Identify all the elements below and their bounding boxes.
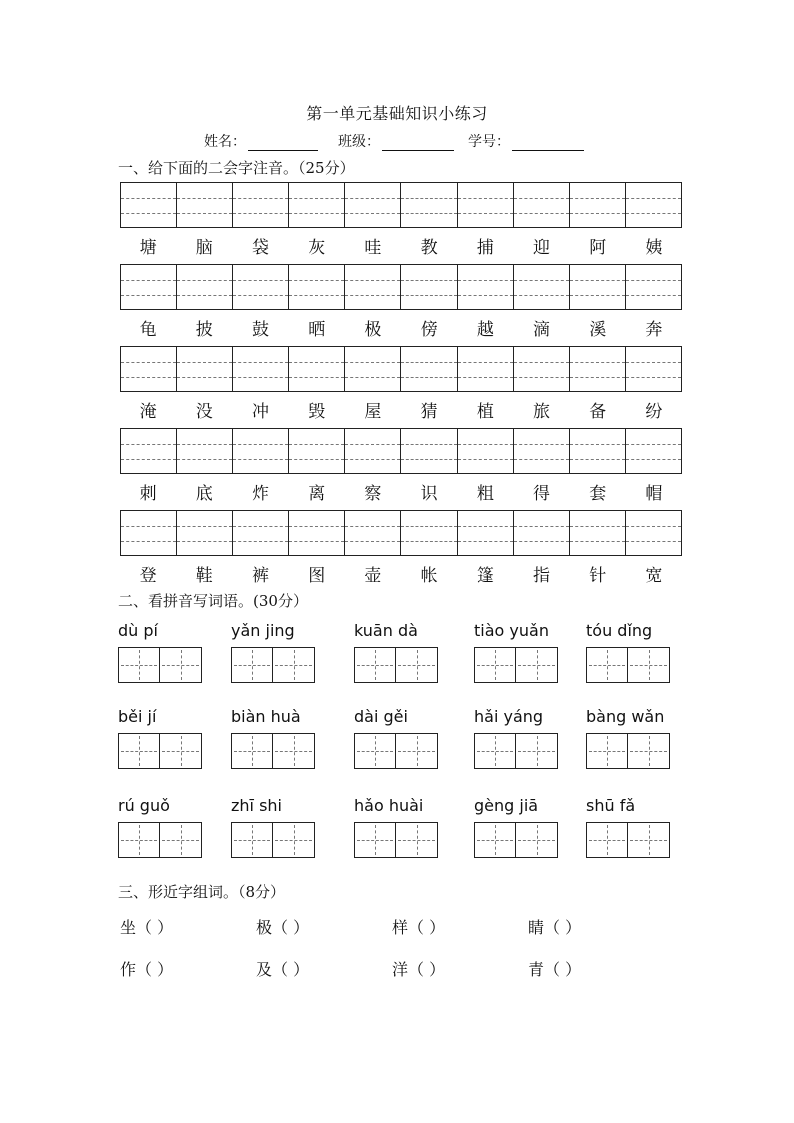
similar-char-item[interactable]: 及（ ） — [256, 960, 310, 979]
pinyin-cell[interactable] — [514, 183, 570, 227]
number-label: 学号： — [468, 134, 510, 150]
character: 塘 — [139, 238, 157, 258]
pinyin-cell[interactable] — [626, 429, 681, 473]
pinyin-word-group — [231, 621, 315, 683]
class-label: 班级： — [338, 134, 380, 150]
similar-char-item[interactable]: 作（ ） — [120, 960, 174, 979]
character: 极 — [364, 320, 382, 340]
pinyin-word-group — [118, 707, 202, 769]
character: 察 — [364, 484, 382, 504]
similar-char-item[interactable]: 洋（ ） — [392, 960, 446, 979]
writing-box[interactable] — [231, 733, 273, 769]
pinyin-label: bàng wǎn — [586, 707, 665, 726]
class-blank[interactable] — [382, 137, 454, 151]
character: 裤 — [252, 566, 269, 586]
pinyin-word-group — [474, 796, 558, 858]
character: 毁 — [308, 402, 326, 422]
pinyin-cell[interactable] — [233, 183, 289, 227]
writing-box[interactable] — [516, 733, 558, 769]
pinyin-label: hǎi yáng — [474, 707, 544, 726]
pinyin-cell[interactable] — [233, 347, 289, 391]
pinyin-grid — [120, 182, 682, 228]
writing-boxes — [231, 647, 315, 683]
character: 淹 — [139, 402, 157, 422]
section2-heading: 二、看拼音写词语。(30分） — [118, 592, 308, 610]
similar-char-item[interactable]: 极（ ） — [256, 918, 310, 937]
writing-boxes — [586, 733, 670, 769]
pinyin-label: biàn huà — [231, 707, 301, 726]
pinyin-cell[interactable] — [570, 265, 626, 309]
character: 指 — [533, 566, 551, 586]
writing-box[interactable] — [474, 647, 516, 683]
pinyin-label: dài gěi — [354, 707, 408, 726]
similar-char-row — [120, 915, 664, 938]
pinyin-cell[interactable] — [121, 183, 177, 227]
pinyin-cell[interactable] — [233, 429, 289, 473]
pinyin-word-group — [586, 707, 670, 769]
pinyin-cell[interactable] — [514, 429, 570, 473]
writing-box[interactable] — [586, 647, 628, 683]
character: 冲 — [252, 402, 269, 422]
character: 备 — [589, 402, 607, 422]
character: 粗 — [476, 484, 494, 504]
writing-box[interactable] — [628, 822, 670, 858]
pinyin-cell[interactable] — [345, 511, 401, 555]
pinyin-word-group — [474, 707, 558, 769]
writing-box[interactable] — [231, 822, 273, 858]
pinyin-label: dù pí — [118, 621, 158, 640]
pinyin-cell[interactable] — [177, 429, 233, 473]
pinyin-cell[interactable] — [177, 511, 233, 555]
pinyin-cell[interactable] — [458, 265, 514, 309]
character: 帐 — [420, 566, 438, 586]
pinyin-cell[interactable] — [570, 183, 626, 227]
pinyin-cell[interactable] — [177, 265, 233, 309]
writing-box[interactable] — [396, 822, 438, 858]
writing-box[interactable] — [118, 647, 160, 683]
character: 图 — [308, 566, 326, 586]
pinyin-grid — [120, 428, 682, 474]
writing-box[interactable] — [628, 733, 670, 769]
character: 底 — [195, 484, 213, 504]
writing-boxes — [586, 822, 670, 858]
writing-box[interactable] — [396, 733, 438, 769]
section3-heading: 三、形近字组词。（8分） — [118, 883, 286, 901]
character: 奔 — [645, 320, 663, 340]
writing-box[interactable] — [118, 733, 160, 769]
section1-heading: 一、给下面的二会字注音。（25分） — [118, 159, 355, 177]
writing-box[interactable] — [396, 647, 438, 683]
similar-char-item[interactable]: 青（ ） — [528, 960, 582, 979]
writing-boxes — [354, 733, 438, 769]
writing-box[interactable] — [118, 822, 160, 858]
character: 滴 — [533, 320, 551, 340]
pinyin-cell[interactable] — [626, 265, 681, 309]
writing-box[interactable] — [586, 822, 628, 858]
writing-boxes — [474, 733, 558, 769]
pinyin-cell[interactable] — [289, 183, 345, 227]
character: 得 — [533, 484, 551, 504]
writing-box[interactable] — [160, 647, 202, 683]
character: 旅 — [533, 402, 551, 422]
writing-box[interactable] — [273, 733, 315, 769]
character-row — [120, 561, 682, 586]
writing-box[interactable] — [160, 822, 202, 858]
character-row — [120, 233, 682, 258]
character: 离 — [308, 484, 326, 504]
character: 哇 — [364, 238, 382, 258]
character: 猜 — [420, 402, 438, 422]
similar-char-item[interactable]: 样（ ） — [392, 918, 446, 937]
character: 宽 — [645, 566, 663, 586]
pinyin-label: gèng jiā — [474, 796, 539, 815]
pinyin-word-group — [474, 621, 558, 683]
writing-boxes — [231, 733, 315, 769]
character: 龟 — [139, 320, 157, 340]
pinyin-label: běi jí — [118, 707, 157, 726]
number-blank[interactable] — [512, 137, 584, 151]
writing-boxes — [354, 647, 438, 683]
pinyin-cell[interactable] — [626, 511, 681, 555]
pinyin-word-group — [586, 621, 670, 683]
pinyin-cell[interactable] — [177, 183, 233, 227]
character: 壶 — [364, 566, 382, 586]
character-row — [120, 315, 682, 340]
writing-box[interactable] — [160, 733, 202, 769]
pinyin-word-group — [354, 707, 438, 769]
character: 针 — [589, 566, 607, 586]
pinyin-cell[interactable] — [289, 347, 345, 391]
pinyin-grid — [120, 510, 682, 556]
pinyin-cell[interactable] — [401, 429, 457, 473]
pinyin-cell[interactable] — [458, 429, 514, 473]
similar-char-row — [120, 957, 664, 980]
pinyin-word-group — [586, 796, 670, 858]
character: 教 — [420, 238, 438, 258]
pinyin-cell[interactable] — [345, 429, 401, 473]
writing-box[interactable] — [354, 733, 396, 769]
writing-boxes — [474, 822, 558, 858]
pinyin-cell[interactable] — [514, 347, 570, 391]
writing-boxes — [118, 647, 202, 683]
pinyin-cell[interactable] — [401, 265, 457, 309]
character: 姨 — [645, 238, 663, 258]
pinyin-cell[interactable] — [570, 511, 626, 555]
writing-box[interactable] — [354, 647, 396, 683]
writing-box[interactable] — [231, 647, 273, 683]
character: 植 — [476, 402, 494, 422]
pinyin-cell[interactable] — [401, 183, 457, 227]
pinyin-cell[interactable] — [121, 265, 177, 309]
character: 刺 — [139, 484, 157, 504]
writing-box[interactable] — [474, 822, 516, 858]
pinyin-label: tiào yuǎn — [474, 621, 549, 640]
writing-box[interactable] — [628, 647, 670, 683]
character: 帽 — [645, 484, 663, 504]
pinyin-cell[interactable] — [514, 511, 570, 555]
pinyin-grid — [120, 264, 682, 310]
pinyin-grid — [120, 346, 682, 392]
character: 登 — [139, 566, 157, 586]
pinyin-cell[interactable] — [121, 347, 177, 391]
character: 识 — [420, 484, 438, 504]
character: 屋 — [364, 402, 382, 422]
writing-boxes — [474, 647, 558, 683]
writing-boxes — [354, 822, 438, 858]
pinyin-cell[interactable] — [401, 347, 457, 391]
character: 没 — [195, 402, 213, 422]
student-info — [204, 131, 598, 151]
pinyin-word-group — [231, 796, 315, 858]
pinyin-word-group — [231, 707, 315, 769]
pinyin-cell[interactable] — [121, 429, 177, 473]
writing-box[interactable] — [273, 822, 315, 858]
character-row — [120, 397, 682, 422]
pinyin-label: zhī shi — [231, 796, 282, 815]
character: 套 — [589, 484, 607, 504]
pinyin-cell[interactable] — [514, 265, 570, 309]
character: 披 — [195, 320, 213, 340]
similar-char-item[interactable]: 睛（ ） — [528, 918, 582, 937]
pinyin-label: hǎo huài — [354, 796, 424, 815]
character: 篷 — [476, 566, 494, 586]
writing-boxes — [118, 822, 202, 858]
pinyin-cell[interactable] — [345, 265, 401, 309]
writing-box[interactable] — [586, 733, 628, 769]
character: 纷 — [645, 402, 663, 422]
similar-char-item[interactable]: 坐（ ） — [120, 918, 174, 937]
pinyin-cell[interactable] — [233, 511, 289, 555]
character: 脑 — [195, 238, 213, 258]
name-blank[interactable] — [248, 137, 318, 151]
writing-boxes — [118, 733, 202, 769]
pinyin-label: kuān dà — [354, 621, 418, 640]
character: 傍 — [420, 320, 438, 340]
writing-box[interactable] — [273, 647, 315, 683]
pinyin-label: tóu dǐng — [586, 621, 653, 640]
pinyin-word-group — [354, 796, 438, 858]
page-title: 第一单元基础知识小练习 — [306, 104, 488, 123]
pinyin-cell[interactable] — [177, 347, 233, 391]
pinyin-word-group — [354, 621, 438, 683]
pinyin-cell[interactable] — [289, 511, 345, 555]
pinyin-cell[interactable] — [401, 511, 457, 555]
writing-box[interactable] — [516, 822, 558, 858]
pinyin-word-group — [118, 621, 202, 683]
pinyin-cell[interactable] — [289, 265, 345, 309]
pinyin-cell[interactable] — [121, 511, 177, 555]
pinyin-cell[interactable] — [345, 347, 401, 391]
pinyin-cell[interactable] — [233, 265, 289, 309]
character: 鞋 — [195, 566, 213, 586]
writing-box[interactable] — [354, 822, 396, 858]
pinyin-cell[interactable] — [570, 429, 626, 473]
character: 鼓 — [252, 320, 269, 340]
pinyin-label: shū fǎ — [586, 796, 636, 815]
pinyin-cell[interactable] — [626, 183, 681, 227]
character: 捕 — [476, 238, 494, 258]
writing-box[interactable] — [474, 733, 516, 769]
pinyin-cell[interactable] — [458, 347, 514, 391]
character: 晒 — [308, 320, 326, 340]
pinyin-label: yǎn jing — [231, 621, 295, 640]
character: 灰 — [308, 238, 326, 258]
writing-boxes — [586, 647, 670, 683]
writing-boxes — [231, 822, 315, 858]
pinyin-cell[interactable] — [345, 183, 401, 227]
character-row — [120, 479, 682, 504]
character: 阿 — [589, 238, 607, 258]
pinyin-cell[interactable] — [458, 511, 514, 555]
pinyin-cell[interactable] — [626, 347, 681, 391]
writing-box[interactable] — [516, 647, 558, 683]
pinyin-word-group — [118, 796, 202, 858]
character: 越 — [476, 320, 494, 340]
character: 炸 — [252, 484, 269, 504]
character: 袋 — [252, 238, 269, 258]
name-label: 姓名： — [204, 134, 246, 150]
pinyin-cell[interactable] — [570, 347, 626, 391]
character: 溪 — [589, 320, 607, 340]
character: 迎 — [533, 238, 551, 258]
pinyin-label: rú guǒ — [118, 796, 170, 815]
pinyin-cell[interactable] — [458, 183, 514, 227]
pinyin-cell[interactable] — [289, 429, 345, 473]
